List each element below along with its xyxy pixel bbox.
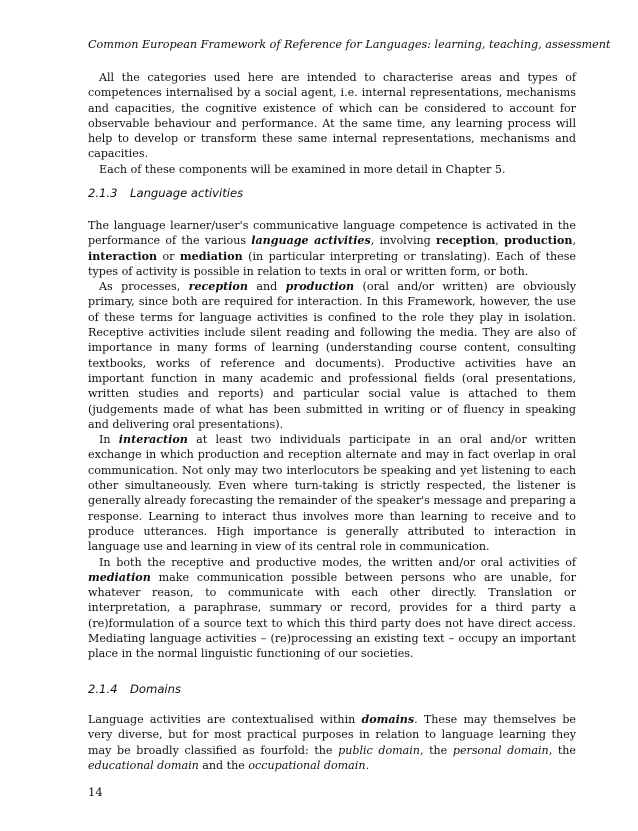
key-term: production [504, 234, 573, 248]
key-term: interaction [88, 249, 158, 263]
key-term: mediation [179, 249, 243, 263]
paragraph: In both the receptive and productive modes, the written and/or oral activities of mediation make communication possible between persons who are unable, for whatever reason, to communicate with each other directly. Translation or interpretation, a paraphrase, summary or record, provides for a third party a (re)formulation of a source text to which this third party does not have direct access. Mediating language activities – (re)processing an existing text – occupy an important place in the normal linguistic functioning of our societies. [88, 555, 576, 661]
key-term: production [285, 280, 355, 294]
section-number: 2.1.3 [88, 186, 118, 200]
section-2-1-3-text [88, 218, 576, 662]
paragraph: As processes, reception and production (oral and/or written) are obviously primary, since both are required for interaction. In this Framework, however, the use of these terms for language activities is confined to the role they play in isolation. Receptive activities include silent reading and following the media. They are also of importance in many forms of learning (understanding course content, consulting textbooks, works of reference and documents). Productive activities have an important function in many academic and professional fields (oral presentations, written studies and reports) and particular social value is attached to them (judgements made of what has been submitted in writing or of fluency in speaking and delivering oral presentations). [88, 280, 577, 431]
key-term: language activities [251, 234, 371, 248]
key-term: interaction [118, 433, 188, 447]
section-title: Language activities [130, 186, 244, 200]
section-title: Domains [130, 682, 182, 696]
section-heading-2-1-3 [88, 186, 243, 200]
domain-term: educational domain [88, 758, 199, 772]
section-heading-2-1-4 [88, 682, 181, 696]
domain-term: public domain [338, 743, 420, 757]
section-number: 2.1.4 [88, 682, 118, 696]
paragraph: All the categories used here are intended to characterise areas and types of competences internalised by a social agent, i.e. internal representations, mechanisms and capacities, the cognitive existence of which can be considered to account for observable behaviour and performance. At the same time, any learning process will help to develop or transform these same internal representations, mechanisms and capacities. [88, 71, 576, 161]
paragraph: In interaction at least two individuals participate in an oral and/or written exchange in which production and reception alternate and may in fact overlap in oral communication. Not only may two interlocutors be speaking and yet listening to each other simultaneously. Even where turn-taking is strictly respected, the listener is generally already forecasting the remainder of the speaker's message and preparing a response. Learning to interact thus involves more than learning to receive and to produce utterances. High importance is generally attributed to interaction in language use and learning in view of its central role in communication. [88, 433, 576, 554]
section-2-1-4-text [88, 712, 576, 773]
running-header: Common European Framework of Reference for Languages: learning, teaching, assessment [88, 38, 611, 51]
domain-term: occupational domain [248, 758, 366, 772]
key-term: reception [188, 280, 248, 294]
key-term: reception [436, 234, 496, 248]
intro-text [88, 70, 576, 177]
paragraph: Each of these components will be examined in more detail in Chapter 5. [99, 162, 506, 176]
domain-term: personal domain [452, 743, 549, 757]
page-number: 14 [88, 785, 103, 799]
key-term: domains [361, 713, 415, 726]
paragraph: Language activities are contextualised within domains. These may themselves be very diverse, but for most practical purposes in relation to language learning they may be broadly classified as fourfold: the public domain, the personal domain, the educational domain and the occupational domain. [88, 713, 576, 772]
key-term: mediation [88, 570, 151, 584]
paragraph: The language learner/user's communicative language competence is activated in the performance of the various language activities, involving reception, production, interaction or mediation (in particular interpreting or translating). Each of these types of activity is possible in relation to texts in oral or written form, or both. [88, 219, 576, 278]
